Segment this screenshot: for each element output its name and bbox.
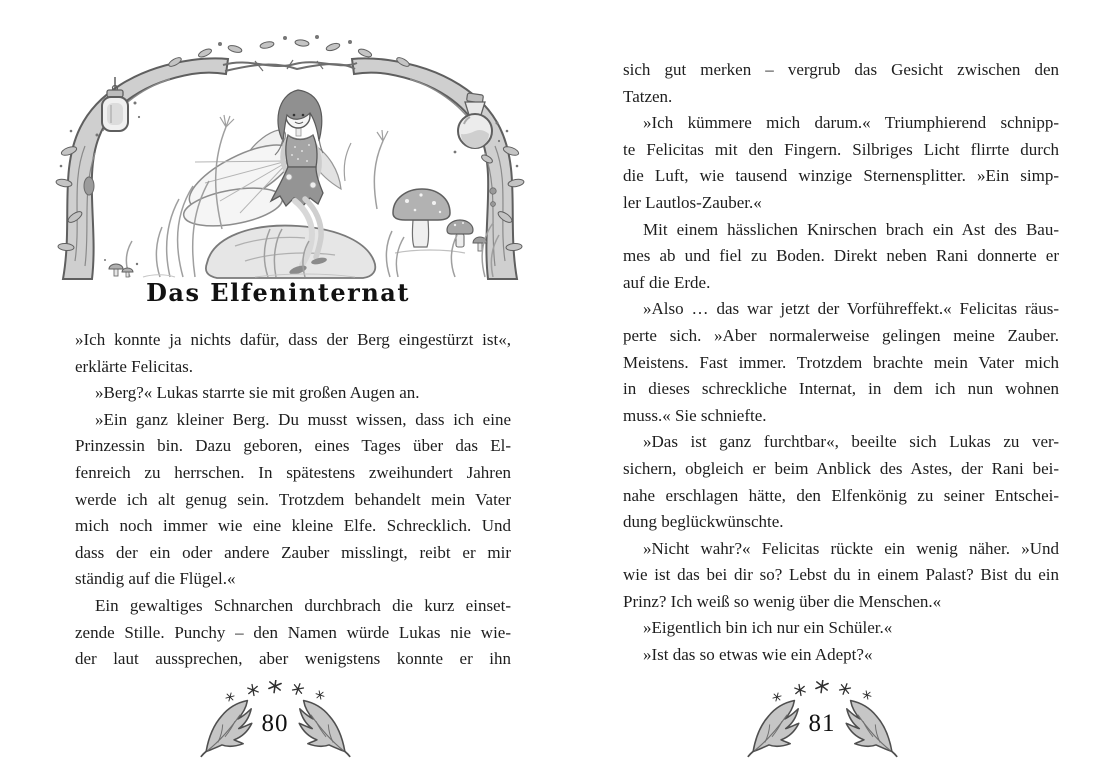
page-number: 81: [808, 710, 836, 737]
page-number-ornament-right: [722, 680, 922, 756]
text-line: »Ich kümmere mich darum.« Triumphierend schnipp-: [643, 113, 1059, 133]
text-line: sichern, obgleich er beim Anblick des Astes, der Rani bei-: [623, 458, 1059, 478]
page-number-ornament-left: [175, 680, 375, 756]
text-line: perte sich. »Aber normalerweise gelingen meine Zauber.: [623, 325, 1059, 345]
page-right: [550, 0, 1100, 780]
text-line: »Nicht wahr?« Felicitas rückte ein wenig näher. »Und: [643, 538, 1059, 558]
text-line: Ein gewaltiges Schnarchen durchbrach die kurz einset-: [95, 595, 511, 615]
mushrooms-icon: [393, 189, 487, 253]
text-line: auf die Erde.: [623, 272, 711, 292]
text-line: »Eigentlich bin ich nur ein Schüler.«: [643, 618, 893, 638]
left-page-text: [75, 327, 511, 673]
leaf-icon: [293, 697, 357, 759]
text-line: mes ab und fiel zu Boden. Direkt neben Rani donnerte er: [623, 246, 1059, 266]
fairy-forest-illustration: [55, 30, 525, 280]
text-line: »Ich konnte ja nichts dafür, dass der Berg eingestürzt ist«,: [75, 330, 511, 349]
leaf-icon: [194, 697, 258, 759]
tree-frame-left: [63, 58, 228, 279]
text-line: erklärte Felicitas.: [75, 356, 194, 376]
text-line: Prinz? Ich weiß so wenig über die Menschen.«: [623, 591, 942, 611]
text-line: mich noch immer wie eine kleine Elfe. Schrecklich. Und: [75, 516, 511, 536]
chapter-title: Das Elfeninternat: [146, 278, 410, 307]
text-line: dass der ein oder andere Zauber misslingt, reibt er mir: [75, 542, 511, 562]
text-line: in dieses schreckliche Internat, in dem ich nun wohnen: [623, 379, 1059, 399]
right-page-text: [623, 57, 1059, 669]
text-line: ständig auf die Flügel.«: [75, 569, 236, 589]
text-line: muss.« Sie schniefte.: [623, 405, 767, 425]
text-line: wie ist das bei dir so? Lebst du in einem Palast? Bist du ein: [623, 565, 1059, 585]
text-line: Tatzen.: [623, 86, 673, 106]
text-line: nahe erschlagen hätte, den Elfenkönig zu seiner Entschei-: [623, 485, 1059, 505]
text-line: Prinzessin bin. Dazu geboren, eines Tages über das El-: [75, 436, 511, 456]
text-line: »Also … das war jetzt der Vorführeffekt.« Felicitas räus-: [643, 299, 1059, 319]
text-line: fenreich zu herrschen. In spätestens zweihundert Jahren: [75, 462, 511, 482]
chapter-illustration: [55, 30, 525, 280]
text-line: werde ich alt genug sein. Trotzdem behandelt mein Vater: [75, 489, 511, 509]
rock: [206, 226, 375, 278]
text-line: dung beglückwünschte.: [623, 512, 784, 532]
text-line: »Berg?« Lukas starrte sie mit großen Augen an.: [95, 383, 420, 403]
text-line: Mit einem hässlichen Knirschen brach ein Ast des Bau-: [643, 219, 1059, 239]
text-line: »Ist das so etwas wie ein Adept?«: [643, 645, 873, 665]
leaf-icon: [840, 697, 904, 759]
text-line: te Felicitas mit den Fingern. Silbriges Licht flirrte durch: [623, 139, 1059, 159]
text-line: die Luft, wie tausend winzige Sternensplitter. »Ein simp-: [623, 166, 1059, 186]
text-line: »Das ist ganz furchtbar«, beeilte sich Lukas zu ver-: [643, 432, 1059, 452]
tiny-mushrooms-icon: [104, 259, 138, 277]
text-line: der laut aussprechen, aber wenigstens konnte er ihn: [75, 649, 511, 669]
tree-frame-right: [352, 58, 517, 279]
text-line: sich gut merken – vergrub das Gesicht zwischen den: [623, 60, 1059, 79]
leaf-icon: [741, 697, 805, 759]
text-line: ler Lautlos-Zauber.«: [623, 192, 762, 212]
text-line: »Ein ganz kleiner Berg. Du musst wissen, dass ich eine: [95, 409, 511, 429]
woven-branch-icon: [223, 60, 357, 71]
text-line: Meistens. Fast immer. Trotzdem brachte mein Vater mich: [623, 352, 1059, 372]
text-line: zende Stille. Punchy – den Namen würde Lukas nie wie-: [75, 622, 511, 642]
page-number: 80: [261, 710, 289, 737]
